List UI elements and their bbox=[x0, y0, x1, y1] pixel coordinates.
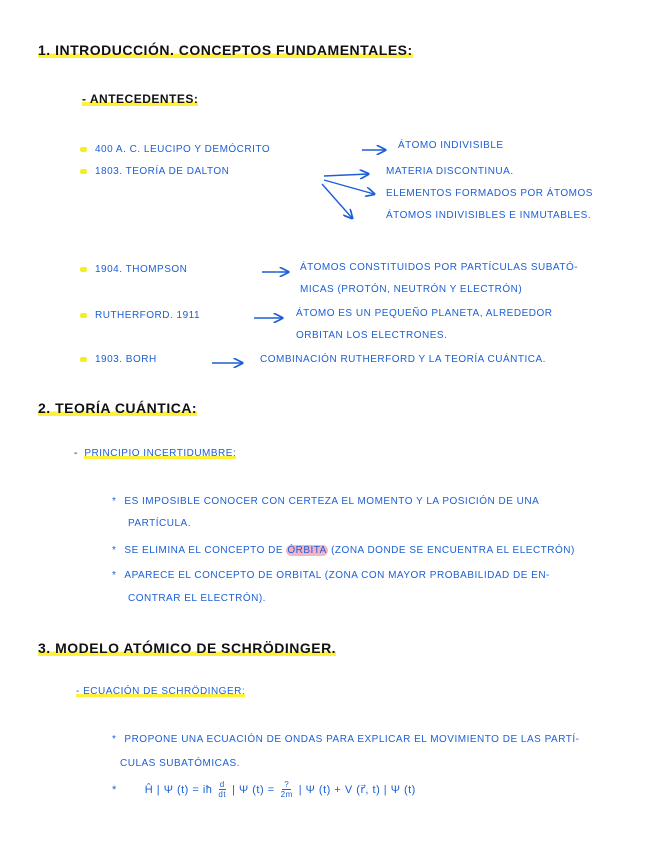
section-2-heading-text: 2. TEORÍA CUÁNTICA: bbox=[38, 400, 198, 416]
list-item: 1904. THOMPSON bbox=[80, 264, 187, 275]
list-item-result: ÁTOMOS INDIVISIBLES E INMUTABLES. bbox=[386, 210, 592, 221]
section-3-heading bbox=[38, 640, 336, 656]
fraction: ? 2m bbox=[280, 780, 293, 799]
section-2-heading bbox=[38, 400, 197, 416]
section-1-heading-text: 1. INTRODUCCIÓN. CONCEPTOS FUNDAMENTALES: bbox=[38, 42, 413, 58]
list-item: RUTHERFORD. 1911 bbox=[80, 310, 200, 321]
list-item-result: ORBITAN LOS ELECTRONES. bbox=[296, 330, 448, 341]
equation-lhs: Ĥ | Ψ (t) = iħ bbox=[144, 783, 213, 796]
principio-heading: - PRINCIPIO INCERTIDUMBRE: bbox=[74, 448, 237, 459]
bullet-item: * ES IMPOSIBLE CONOCER CON CERTEZA EL MOMENTO Y LA POSICIÓN DE UNA bbox=[112, 496, 540, 507]
list-item-result: ÁTOMO INDIVISIBLE bbox=[398, 140, 504, 151]
bullet-item-cont: CONTRAR EL ELECTRÓN). bbox=[128, 593, 266, 604]
equation-rhs: | Ψ (t) + V (r⃗, t) | Ψ (t) bbox=[298, 784, 416, 796]
antecedentes-heading-text: - ANTECEDENTES: bbox=[82, 92, 199, 106]
bullet-item: * SE ELIMINA EL CONCEPTO DE ÓRBITA (ZONA DONDE SE ENCUENTRA EL ELECTRÓN) bbox=[112, 545, 575, 556]
list-item-result: MATERIA DISCONTINUA. bbox=[386, 166, 514, 177]
list-item-result: ÁTOMOS CONSTITUIDOS POR PARTÍCULAS SUBATÓ- bbox=[300, 262, 579, 273]
fraction: d dt bbox=[218, 780, 227, 799]
bullet-star-icon: * bbox=[112, 496, 117, 507]
arrow-icon bbox=[322, 184, 352, 218]
section-3-heading-text: 3. MODELO ATÓMICO DE SCHRÖDINGER. bbox=[38, 640, 337, 656]
principio-heading-text: PRINCIPIO INCERTIDUMBRE: bbox=[84, 448, 237, 459]
arrow-icon bbox=[324, 180, 374, 194]
list-item: 1803. TEORÍA DE DALTON bbox=[80, 166, 229, 177]
arrow-icon bbox=[324, 174, 368, 176]
orbita-highlight: ÓRBITA bbox=[287, 545, 327, 556]
bullet-item: * PROPONE UNA ECUACIÓN DE ONDAS PARA EXPLICAR EL MOVIMIENTO DE LAS PARTÍ- bbox=[112, 734, 580, 745]
list-item-result: MICAS (PROTÓN, NEUTRÓN Y ELECTRÓN) bbox=[300, 284, 523, 295]
schrodinger-equation bbox=[112, 780, 416, 799]
list-item-result: ÁTOMO ES UN PEQUEÑO PLANETA, ALREDEDOR bbox=[296, 308, 553, 319]
bullet-item-cont: PARTÍCULA. bbox=[128, 518, 191, 529]
list-item: 1903. BORH bbox=[80, 354, 157, 365]
equation-mid: | Ψ (t) = bbox=[232, 783, 275, 796]
ecuacion-heading-text: - ECUACIÓN DE SCHRÖDINGER: bbox=[76, 686, 246, 697]
list-item: 400 A. C. LEUCIPO Y DEMÓCRITO bbox=[80, 144, 270, 155]
bullet-star-icon: * bbox=[112, 734, 117, 745]
bullet-item-cont: CULAS SUBATÓMICAS. bbox=[120, 758, 240, 769]
ecuacion-heading bbox=[76, 686, 245, 697]
bullet-star-icon: * bbox=[112, 570, 117, 581]
bullet-star-icon: * bbox=[112, 545, 117, 556]
bullet-star-icon: * bbox=[112, 783, 117, 796]
list-item-result: COMBINACIÓN RUTHERFORD Y LA TEORÍA CUÁNTICA. bbox=[260, 354, 546, 365]
list-item-result: ELEMENTOS FORMADOS POR ÁTOMOS bbox=[386, 188, 593, 199]
bullet-item: * APARECE EL CONCEPTO DE ORBITAL (ZONA CON MAYOR PROBABILIDAD DE EN- bbox=[112, 570, 550, 581]
